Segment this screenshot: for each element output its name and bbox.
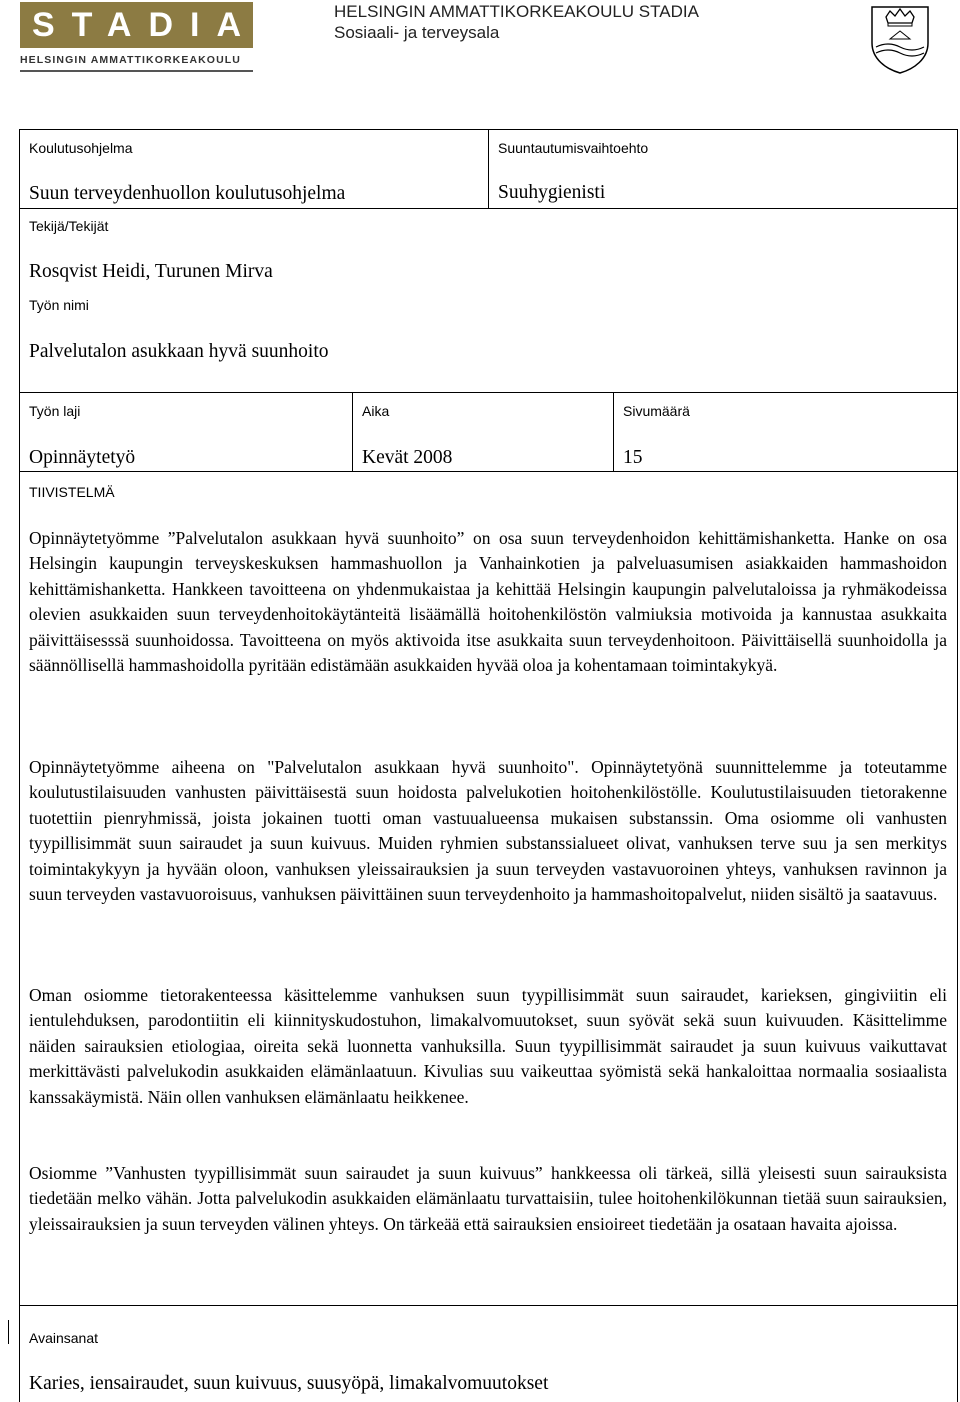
keywords-value: Karies, iensairaudet, suun kuivuus, suusyöpä, limakalvomuutokset <box>29 1373 549 1394</box>
degree-programme-value: Suun terveydenhuollon koulutusohjelma <box>29 183 346 204</box>
divider-row-2 <box>19 392 958 393</box>
title-value: Palvelutalon asukkaan hyvä suunhoito <box>29 341 329 362</box>
divider-row-4 <box>19 1305 958 1306</box>
pages-value: 15 <box>623 447 643 468</box>
specialisation-value: Suuhygienisti <box>498 182 606 203</box>
stadia-logo <box>20 2 259 48</box>
title-label: Työn nimi <box>29 297 89 313</box>
department-name: Sosiaali- ja terveysala <box>334 23 500 42</box>
authors-label: Tekijä/Tekijät <box>29 218 109 234</box>
divider-vertical-sivumaara <box>613 392 614 471</box>
text-cursor <box>8 1320 9 1344</box>
helsinki-crest-icon <box>868 3 932 75</box>
abstract-paragraph-3: Oman osiomme tietorakenteessa käsittelemme vanhuksen suun tyypillisimmät suun sairaudet, karieksen, gingiviitin eli ientulehduksen, parodontiitin eli kiinnityskudostuhon, limakalvomuutokset, suun syövät sekä suun kuivuuden. Käsittelimme näiden sairauksien etiologiaa, oireita sekä luonnetta vanhuksilla. Suun tyypillisimmät sairaudet ja suun kuivuus vaikuttavat merkittävästi palvelukodin asukkaiden elämänlaatuun. Kivulias suu vaikeuttaa syömistä sekä hankaloittaa normaalia sosiaalista kanssakäymistä. Näin ollen vanhuksen elämänlaatu heikkenee. <box>29 985 947 1107</box>
authors-value: Rosqvist Heidi, Turunen Mirva <box>29 261 273 282</box>
pages-label: Sivumäärä <box>623 403 690 419</box>
specialisation-label: Suuntautumisvaihtoehto <box>498 140 649 156</box>
time-value: Kevät 2008 <box>362 447 453 468</box>
logo-subtitle: HELSINGIN AMMATTIKORKEAKOULU <box>20 54 241 66</box>
type-value: Opinnäytetyö <box>29 447 136 468</box>
divider-row-3 <box>19 471 958 472</box>
abstract-paragraph-2: Opinnäytetyömme aiheena on "Palvelutalon asukkaan hyvä suunhoito". Opinnäytetyönä suunnittelemme ja toteutamme koulutustilaisuuden vanhusten päivittäisestä suun hoidosta palvelukotien hoitohenkilöstölle. Koulutustilaisuuden tietorakenne tuotettiin pienryhmissä, joista jokainen tuotti oman vastuualueensa mukaisen substanssin. Oma osiomme oli vanhusten tyypillisimmät suun sairaudet ja suun kuivuus. Muiden ryhmien substanssialueet olivat, vanhuksen terve suu ja sen merkitys toimintakykyyn ja hyvään oloon, vanhuksen yleissairauksien ja suun terveyden vastavuoroinen yhteys, vanhuksen ravinnon ja suun terveyden vastavuoroisuus, vanhuksen päivittäinen suun terveydenhoito ja hammashoitopalvelut, niiden sisältö ja saatavuus. <box>29 757 947 905</box>
time-label: Aika <box>362 403 390 419</box>
divider-row-1 <box>19 208 958 209</box>
abstract-label: TIIVISTELMÄ <box>29 484 115 500</box>
abstract-paragraph-4: Osiomme ”Vanhusten tyypillisimmät suun sairaudet ja suun kuivuus” hankkeessa oli tärkeä, sillä yleisesti suun sairauksista tiedetään melko vähän. Jotta palvelukodin asukkaiden elämänlaatu turvattaisiin, tulee hoitohenkilökunnan tietää suun sairauksien, yleissairauksien ja suun terveyden välinen yhteys. On tärkeää että sairauksien ensioireet tiedetään ja osataan havaita ajoissa. <box>29 1163 947 1234</box>
divider-vertical-top <box>488 129 489 208</box>
degree-programme-label: Koulutusohjelma <box>29 140 133 156</box>
logo-word: STADIA <box>31 5 259 44</box>
divider-vertical-aika <box>352 392 353 471</box>
logo-underline <box>20 70 253 72</box>
keywords-label: Avainsanat <box>29 1330 99 1346</box>
abstract-paragraph-1: Opinnäytetyömme ”Palvelutalon asukkaan hyvä suunhoito” on osa suun terveydenhoidon kehittämishanketta. Hanke on osa Helsingin kaupungin terveyskeskuksen hammashuollon ja Vanhainkotien ja palveluasumisen asiakkaiden hammashoidon kehittämishanketta. Hankkeen tavoitteena on yhdenmukaistaa ja kehittää Helsingin kaupungin palvelutaloissa ja ryhmäkodeissa olevien asukkaiden suun terveydenhoitokäytänteitä lisäämällä hoitohenkilöstön valmiuksia motivoida ja kannustaa asukkaita päivittäisesssä suunhoidossa. Tavoitteena on myös aktivoida itse asukkaita suun terveydenhoitoon. Päivittäisellä suunhoidolla ja säännöllisellä hammashoidolla pyritään edistämään asukkaiden hyvää oloa ja kohentamaan toimintakykyä. <box>29 528 947 676</box>
school-name: HELSINGIN AMMATTIKORKEAKOULU STADIA <box>334 2 699 21</box>
type-label: Työn laji <box>29 403 81 419</box>
